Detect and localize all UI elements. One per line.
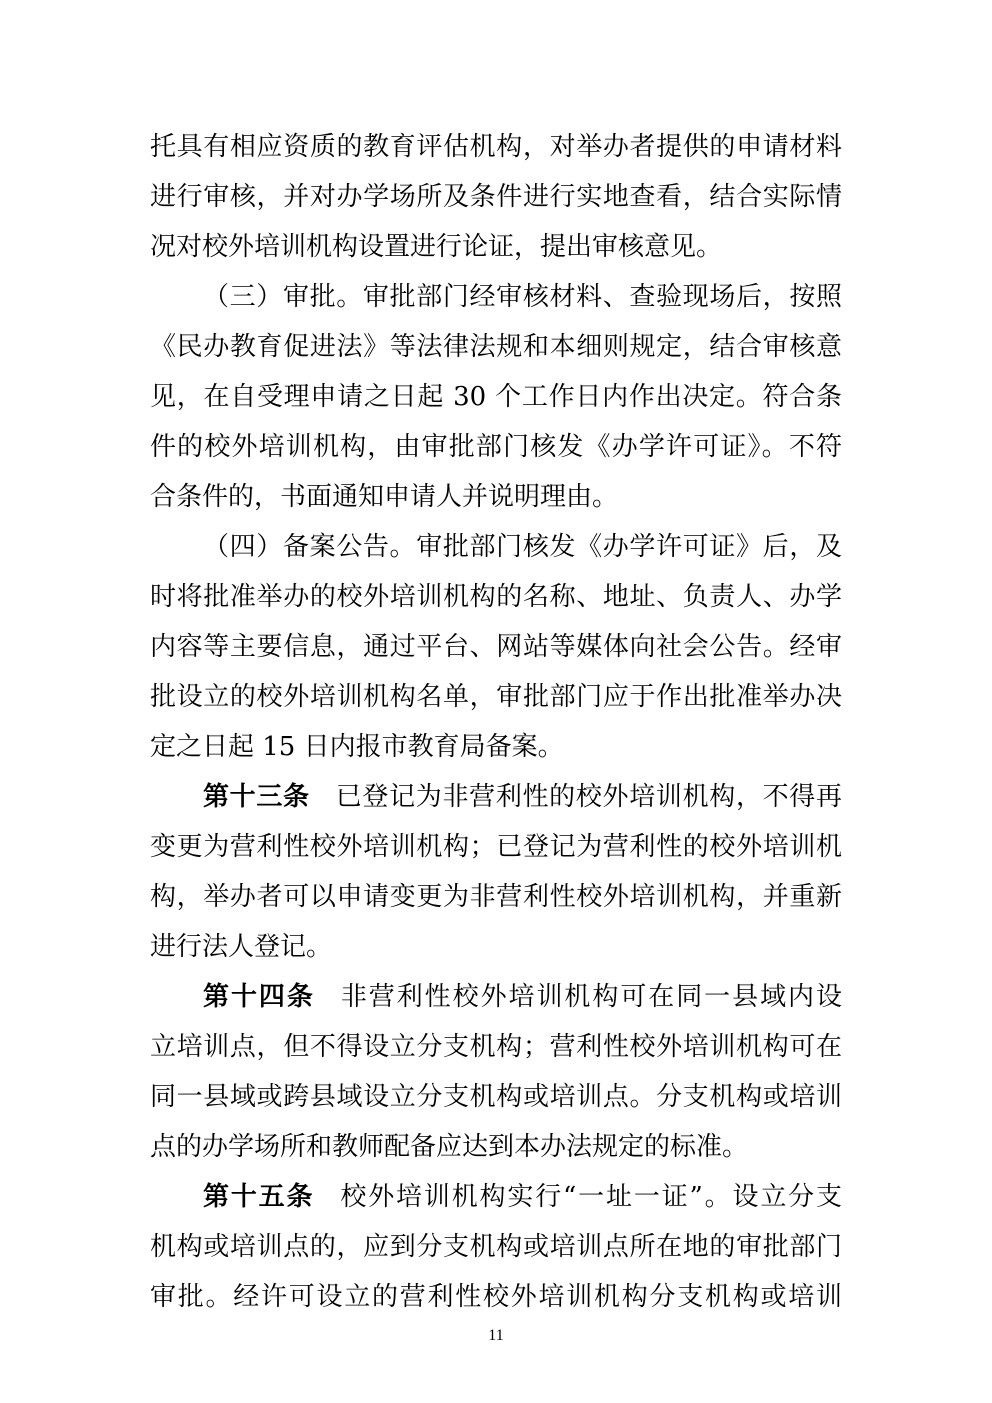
page-number: 11 xyxy=(488,1327,504,1344)
text-line: 定之日起 15 日内报市教育局备案。 xyxy=(150,732,564,762)
text-line: 《民办教育促进法》等法律法规和本细则规定，结合审核意 xyxy=(150,332,842,362)
text-line: 合条件的，书面通知申请人并说明理由。 xyxy=(150,482,619,512)
article-13-first-line xyxy=(203,776,842,818)
text-line: 变更为营利性校外培训机构；已登记为营利性的校外培训机 xyxy=(150,832,842,862)
text-line: 见，在自受理申请之日起 30 个工作日内作出决定。符合条 xyxy=(150,382,842,412)
article-15-first-line xyxy=(203,1176,842,1218)
article-heading: 第十五条 xyxy=(203,1182,315,1212)
article-heading: 第十三条 xyxy=(203,782,310,812)
text-span: 非营利性校外培训机构可在同一县域内设 xyxy=(340,982,842,1012)
text-line: 托具有相应资质的教育评估机构，对举办者提供的申请材料 xyxy=(150,132,842,162)
article-14-first-line xyxy=(203,976,842,1018)
text-line: 批设立的校外培训机构名单，审批部门应于作出批准举办决 xyxy=(150,682,842,712)
article-heading: 第十四条 xyxy=(203,982,315,1012)
text-line: 内容等主要信息，通过平台、网站等媒体向社会公告。经审 xyxy=(150,632,842,662)
text-line: 同一县域或跨县域设立分支机构或培训点。分支机构或培训 xyxy=(150,1082,842,1112)
text-line: 审批。经许可设立的营利性校外培训机构分支机构或培训 xyxy=(150,1282,842,1312)
text-line: 进行法人登记。 xyxy=(150,932,333,962)
text-line: 时将批准举办的校外培训机构的名称、地址、负责人、办学 xyxy=(150,582,842,612)
text-line: （四）备案公告。审批部门核发《办学许可证》后，及 xyxy=(203,532,842,562)
text-span: 校外培训机构实行“一址一证”。设立分支 xyxy=(340,1182,842,1212)
text-line: 况对校外培训机构设置进行论证，提出审核意见。 xyxy=(150,232,723,262)
text-line: 机构或培训点的，应到分支机构或培训点所在地的审批部门 xyxy=(150,1232,842,1262)
text-line: （三）审批。审批部门经审核材料、查验现场后，按照 xyxy=(203,282,842,312)
text-span: 已登记为非营利性的校外培训机构，不得再 xyxy=(335,782,842,812)
text-line: 点的办学场所和教师配备应达到本办法规定的标准。 xyxy=(150,1132,749,1162)
text-line: 构，举办者可以申请变更为非营利性校外培训机构，并重新 xyxy=(150,882,842,912)
text-line: 件的校外培训机构，由审批部门核发《办学许可证》。不符 xyxy=(150,432,842,462)
text-line: 进行审核，并对办学场所及条件进行实地查看，结合实际情 xyxy=(150,182,842,212)
text-line: 立培训点，但不得设立分支机构；营利性校外培训机构可在 xyxy=(150,1032,842,1062)
